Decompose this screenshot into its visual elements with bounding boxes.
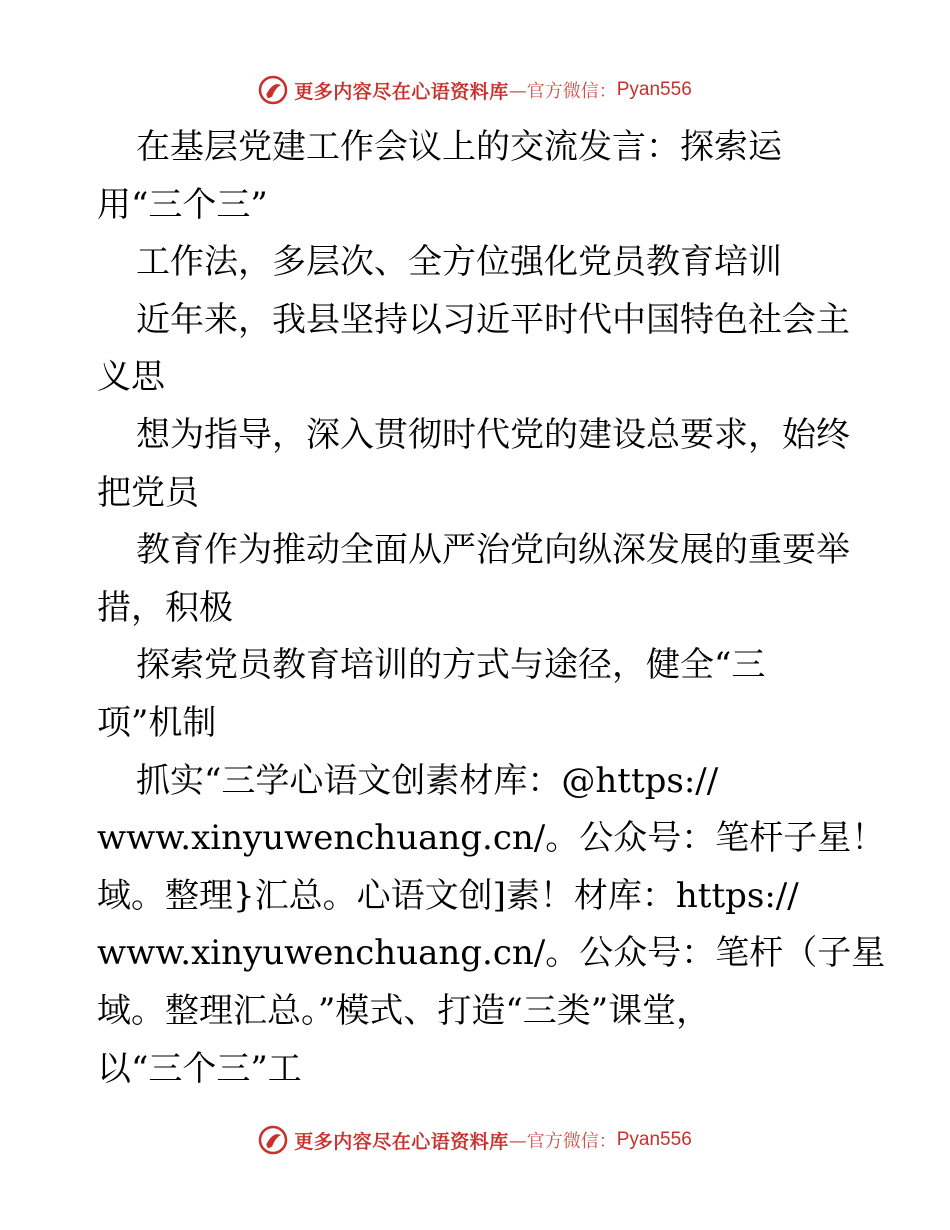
footer-wechat-id: Pyan556 <box>616 1129 692 1150</box>
header-brand-text: 更多内容尽在心语资料库 <box>294 80 509 103</box>
text-line: 教育作为推动全面从严治党向纵深发展的重要举 <box>136 530 850 571</box>
text-line: 工作法，多层次、全方位强化党员教育培训 <box>136 242 782 283</box>
footer-brand-text: 更多内容尽在心语资料库 <box>294 1130 509 1153</box>
brand-logo-icon <box>258 1125 288 1155</box>
text-line: 用“三个三” <box>97 184 268 225</box>
text-line: www.xinyuwenchuang.cn/。公众号：笔杆子星！ <box>97 818 886 859</box>
text-line: 近年来，我县坚持以习近平时代中国特色社会主 <box>136 299 850 340</box>
text-line: www.xinyuwenchuang.cn/。公众号：笔杆（子星 <box>97 933 886 974</box>
document-body <box>97 119 886 1098</box>
footer-banner <box>0 1120 950 1160</box>
text-line: 项”机制 <box>97 702 217 743</box>
text-line: 义思 <box>97 357 165 398</box>
header-wechat-id: Pyan556 <box>616 79 692 100</box>
text-line: 想为指导，深入贯彻时代党的建设总要求，始终 <box>136 414 850 455</box>
text-line: 抓实“三学心语文创素材库：@https:// <box>136 760 719 801</box>
brand-logo-icon <box>258 75 288 105</box>
text-line: 以“三个三”工 <box>97 1048 302 1089</box>
header-official-text: —官方微信： <box>508 81 617 102</box>
text-line: 措，积极 <box>97 587 233 628</box>
text-line: 把党员 <box>97 472 199 513</box>
text-line: 探索党员教育培训的方式与途径，健全“三 <box>136 645 766 686</box>
text-line: 域。整理汇总。”模式、打造“三类”课堂， <box>97 990 711 1031</box>
header-banner <box>0 70 950 110</box>
text-line: 域。整理}汇总。心语文创]素！材库：https:// <box>97 875 799 916</box>
footer-official-text: —官方微信： <box>508 1131 617 1152</box>
text-line: 在基层党建工作会议上的交流发言：探索运 <box>136 127 782 167</box>
